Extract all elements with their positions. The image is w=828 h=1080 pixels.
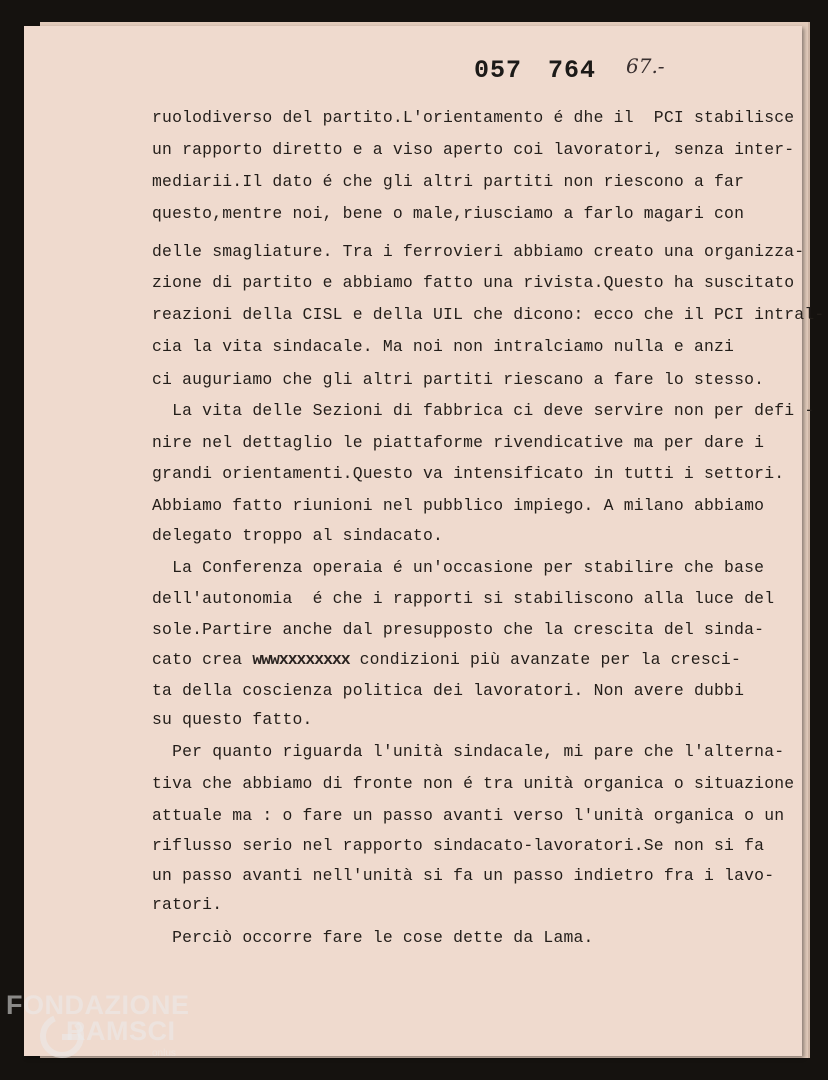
text-line: grandi orientamenti.Questo va intensificato in tutti i settori. — [152, 464, 785, 483]
archive-number-stamp — [474, 56, 596, 85]
text-line: Abbiamo fatto riunioni nel pubblico impiego. A milano abbiamo — [152, 496, 765, 515]
text-line: Per quanto riguarda l'unità sindacale, mi pare che l'alterna- — [152, 742, 785, 761]
text-line: La Conferenza operaia é un'occasione per stabilire che base — [152, 558, 765, 577]
text-line: cia la vita sindacale. Ma noi non intralciamo nulla e anzi — [152, 337, 735, 356]
text-line: sole.Partire anche dal presupposto che la crescita del sinda- — [152, 620, 765, 639]
watermark-suffix: onlus — [152, 1048, 176, 1059]
text-line: tiva che abbiamo di fronte non é tra unità organica o situazione — [152, 774, 795, 793]
text-line: ci auguriamo che gli altri partiti riescano a fare lo stesso. — [152, 370, 765, 389]
stamp-number-1: 057 — [474, 56, 523, 85]
handwritten-page-note: 67.- — [626, 54, 665, 78]
stamp-number-2: 764 — [548, 56, 597, 85]
text-line: ruolodiverso del partito.L'orientamento é dhe il PCI stabilisce — [152, 108, 795, 127]
document-page — [24, 26, 825, 1056]
text-line: un rapporto diretto e a viso aperto coi lavoratori, senza inter- — [152, 140, 795, 159]
text-line: delle smagliature. Tra i ferrovieri abbiamo creato una organizza- — [152, 242, 805, 261]
text-line: riflusso serio nel rapporto sindacato-lavoratori.Se non si fa — [152, 836, 765, 855]
line-rest: condizioni più avanzate per la cresci- — [349, 650, 741, 669]
text-line-with-strikeout — [152, 650, 741, 669]
text-line: zione di partito e abbiamo fatto una rivista.Questo ha suscitato — [152, 273, 795, 292]
struck-out-text: wwwxxxxxxxx — [252, 650, 350, 669]
text-line: su questo fatto. — [152, 710, 313, 729]
text-line: Perciò occorre fare le cose dette da Lama. — [152, 928, 594, 947]
fondazione-gramsci-watermark — [4, 990, 204, 1070]
watermark-line-2: RAMSCI — [66, 1016, 176, 1046]
text-line: La vita delle Sezioni di fabbrica ci deve servire non per defi - — [152, 401, 815, 420]
text-line: un passo avanti nell'unità si fa un passo indietro fra i lavo- — [152, 866, 775, 885]
text-line: nire nel dettaglio le piattaforme rivendicative ma per dare i — [152, 433, 765, 452]
text-line: attuale ma : o fare un passo avanti verso l'unità organica o un — [152, 806, 785, 825]
text-line: reazioni della CISL e della UIL che dicono: ecco che il PCI intral- — [152, 305, 825, 324]
text-line: ratori. — [152, 895, 223, 914]
text-line: ta della coscienza politica dei lavoratori. Non avere dubbi — [152, 681, 745, 700]
text-line: mediarii.Il dato é che gli altri partiti non riescono a far — [152, 172, 745, 191]
text-line: dell'autonomia é che i rapporti si stabiliscono alla luce del — [152, 589, 775, 608]
text-line: delegato troppo al sindacato. — [152, 526, 444, 545]
line-start: cato crea — [152, 650, 253, 669]
text-line: questo,mentre noi, bene o male,riusciamo a farlo magari con — [152, 204, 745, 223]
watermark-line-1: FONDAZIONE — [6, 990, 190, 1020]
